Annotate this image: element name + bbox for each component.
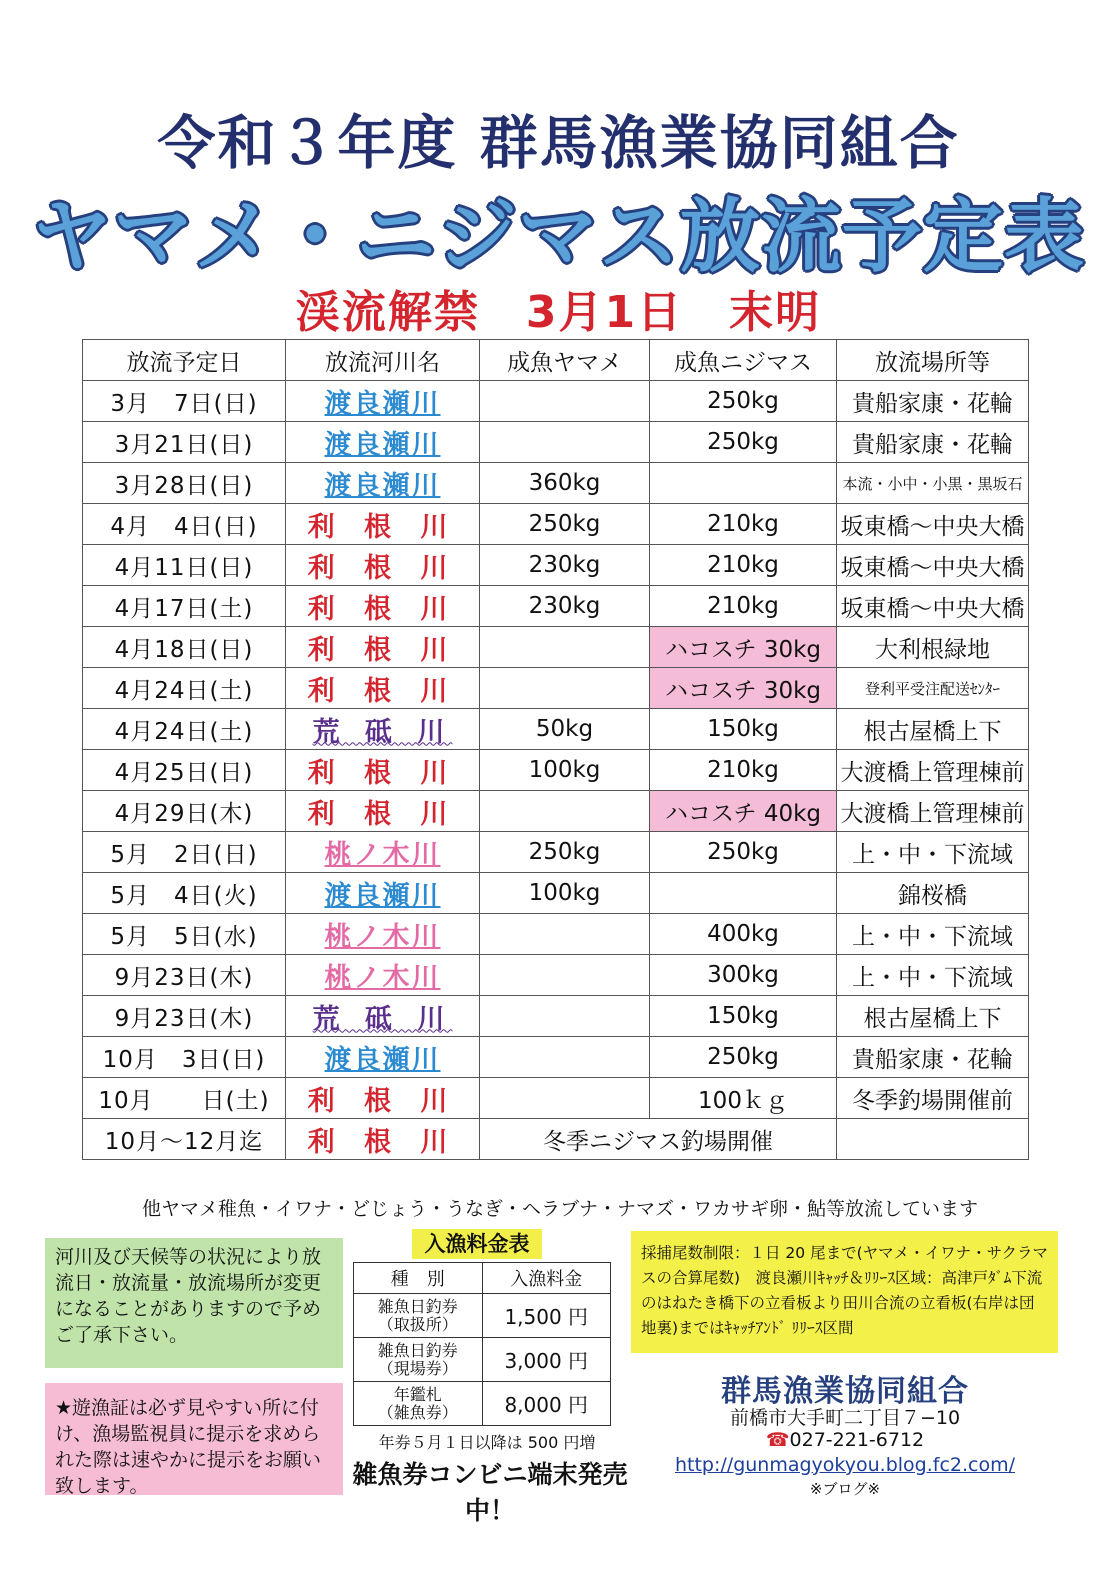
cell-river (286, 914, 480, 955)
cell-yamame (480, 1078, 650, 1119)
header-river: 放流河川名 (286, 340, 480, 381)
fee-header-row (354, 1263, 611, 1294)
table-header-row (83, 340, 1029, 381)
table-row (83, 463, 1029, 504)
fee-row (354, 1382, 611, 1426)
cell-yamame (480, 627, 650, 668)
river-name: 渡良瀬川 (324, 470, 441, 502)
footer-phone (640, 1429, 1050, 1451)
cell-place: 貴船家康・花輪 (837, 1037, 1029, 1078)
cell-place: 坂東橋〜中央大橋 (837, 504, 1029, 545)
cell-river (286, 545, 480, 586)
cell-river (286, 381, 480, 422)
cell-yamame: 360kg (480, 463, 650, 504)
river-name: 荒 砥 川 (312, 1003, 453, 1035)
river-name: 桃ノ木川 (324, 839, 441, 871)
fee-kind-name: 雑魚日釣券 (377, 1340, 458, 1360)
cell-yamame (480, 791, 650, 832)
cell-date: 10月〜12月迄 (83, 1119, 286, 1160)
table-row-winter (83, 1119, 1029, 1160)
cell-river (286, 709, 480, 750)
river-name: 利 根 川 (307, 511, 458, 543)
cell-yamame (480, 668, 650, 709)
cell-nijimasu: 100ｋｇ (650, 1078, 837, 1119)
table-row (83, 381, 1029, 422)
cell-date: 3月21日(日) (83, 422, 286, 463)
fee-kind-name: 雑魚日釣券 (377, 1296, 458, 1316)
river-name: 利 根 川 (307, 552, 458, 584)
title-year-org: 令和３年度 群馬漁業協同組合 (157, 109, 960, 177)
table-row (83, 791, 1029, 832)
river-name: 渡良瀬川 (324, 1044, 441, 1076)
other-release-note: 他ヤマメ稚魚・イワナ・どじょう・うなぎ・ヘラブナ・ナマズ・ワカサギ卵・鮎等放流しています (141, 1198, 978, 1220)
cell-place: 貴船家康・花輪 (837, 422, 1029, 463)
cell-river (286, 955, 480, 996)
cell-river (286, 832, 480, 873)
table-row (83, 545, 1029, 586)
cell-nijimasu: 250kg (650, 1037, 837, 1078)
header-nijimasu: 成魚ニジマス (650, 340, 837, 381)
river-name: 桃ノ木川 (324, 962, 441, 994)
cell-river (286, 463, 480, 504)
blog-link[interactable]: http://gunmagyokyou.blog.fc2.com/ (674, 1454, 1015, 1476)
cell-winter-note: 冬季ニジマス釣場開催 (480, 1119, 837, 1160)
title-opening-date: 渓流解禁 3月1日 末明 (295, 287, 822, 338)
cell-river (286, 504, 480, 545)
cell-yamame: 230kg (480, 545, 650, 586)
cell-date: 4月29日(木) (83, 791, 286, 832)
cell-yamame: 230kg (480, 586, 650, 627)
cell-nijimasu (650, 873, 837, 914)
license-notice: ★遊漁証は必ず見やすい所に付け、漁場監視員に提示を求められた際は速やかに提示をお願い致します。 (45, 1383, 343, 1495)
cell-river (286, 627, 480, 668)
table-row (83, 1037, 1029, 1078)
river-name: 桃ノ木川 (324, 921, 441, 953)
cell-nijimasu: 210kg (650, 586, 837, 627)
cell-date: 4月11日(日) (83, 545, 286, 586)
cell-date: 5月 2日(日) (83, 832, 286, 873)
header-yamame: 成魚ヤマメ (480, 340, 650, 381)
table-row (83, 955, 1029, 996)
river-name: 荒 砥 川 (312, 716, 453, 748)
phone-icon: ☎ (765, 1429, 790, 1451)
cell-place: 冬季釣場開催前 (837, 1078, 1029, 1119)
table-row (83, 586, 1029, 627)
cell-place: 大渡橋上管理棟前 (837, 791, 1029, 832)
river-name: 利 根 川 (307, 757, 458, 789)
fee-kind (354, 1338, 483, 1382)
cell-nijimasu: 150kg (650, 709, 837, 750)
fee-header-price: 入漁料金 (482, 1263, 611, 1294)
cell-place: 錦桜橋 (837, 873, 1029, 914)
cell-yamame (480, 422, 650, 463)
river-name: 利 根 川 (307, 1085, 458, 1117)
cell-yamame (480, 914, 650, 955)
river-name: 渡良瀬川 (324, 388, 441, 420)
footer-org-name: 群馬漁業協同組合 (721, 1374, 969, 1409)
cell-nijimasu: 210kg (650, 750, 837, 791)
river-name: 渡良瀬川 (324, 880, 441, 912)
cell-nijimasu: 250kg (650, 422, 837, 463)
cell-date: 5月 5日(水) (83, 914, 286, 955)
fee-kind-sub: （雑魚券） (377, 1402, 458, 1422)
cell-date: 9月23日(木) (83, 955, 286, 996)
cell-date: 3月 7日(日) (83, 381, 286, 422)
fee-kind (354, 1382, 483, 1426)
cell-river (286, 791, 480, 832)
fee-kind (354, 1294, 483, 1338)
cell-nijimasu: 250kg (650, 832, 837, 873)
fee-kind-sub: （取扱所） (377, 1314, 458, 1334)
cell-date: 4月17日(土) (83, 586, 286, 627)
river-name: 利 根 川 (307, 675, 458, 707)
river-name: 利 根 川 (307, 798, 458, 830)
cell-nijimasu (650, 463, 837, 504)
cell-place: 坂東橋〜中央大橋 (837, 586, 1029, 627)
cell-place: 大利根緑地 (837, 627, 1029, 668)
cell-nijimasu: 210kg (650, 545, 837, 586)
footer-address: 前橋市大手町二丁目７−10 (729, 1407, 961, 1429)
cell-river (286, 873, 480, 914)
cell-place: 根古屋橋上下 (837, 996, 1029, 1037)
table-row (83, 914, 1029, 955)
cell-place: 大渡橋上管理棟前 (837, 750, 1029, 791)
cell-nijimasu: 210kg (650, 504, 837, 545)
cell-date: 9月23日(木) (83, 996, 286, 1037)
cell-place: 坂東橋〜中央大橋 (837, 545, 1029, 586)
cell-nijimasu: 400kg (650, 914, 837, 955)
fee-row (354, 1294, 611, 1338)
cell-river (286, 422, 480, 463)
cell-river (286, 668, 480, 709)
cell-place: 上・中・下流域 (837, 832, 1029, 873)
blog-label: ※ブログ※ (809, 1480, 881, 1498)
table-row (83, 504, 1029, 545)
cell-nijimasu: 300kg (650, 955, 837, 996)
cell-yamame: 250kg (480, 504, 650, 545)
table-row (83, 1078, 1029, 1119)
cell-nijimasu: 150kg (650, 996, 837, 1037)
cell-place: 上・中・下流域 (837, 914, 1029, 955)
cell-river (286, 586, 480, 627)
cell-yamame (480, 955, 650, 996)
phone-number: 027-221-6712 (789, 1429, 925, 1451)
cell-nijimasu: ハコスチ 30kg (650, 627, 837, 668)
fee-price: 1,500 円 (482, 1294, 611, 1338)
fee-price: 3,000 円 (482, 1338, 611, 1382)
cell-place: 登利平受注配送ｾﾝﾀｰ (837, 668, 1029, 709)
cell-place (837, 1119, 1029, 1160)
table-row (83, 996, 1029, 1037)
catch-limit-notice: 採捕尾数制限：１日 20 尾まで(ヤマメ・イワナ・サクラマスの合算尾数) 渡良瀬川ｷｬｯﾁ＆ﾘﾘｰｽ区域：高津戸ﾀﾞﾑ下流のはねたき橋下の立看板より田川合流の立看板(右岸は団地裏)まではｷｬｯﾁｱﾝﾄﾞ ﾘﾘｰｽ区間 (631, 1231, 1058, 1353)
release-schedule-table (82, 339, 1029, 1160)
cell-date: 4月24日(土) (83, 709, 286, 750)
cell-nijimasu: 250kg (650, 381, 837, 422)
table-row (83, 668, 1029, 709)
cell-place: 根古屋橋上下 (837, 709, 1029, 750)
change-notice: 河川及び天候等の状況により放流日・放流量・放流場所が変更になることがありますので予めご了承下さい。 (45, 1238, 343, 1368)
cell-yamame: 100kg (480, 750, 650, 791)
cell-date: 4月 4日(日) (83, 504, 286, 545)
fee-table-title: 入漁料金表 (412, 1229, 542, 1259)
cell-date: 10月 日(土) (83, 1078, 286, 1119)
header-place: 放流場所等 (837, 340, 1029, 381)
annual-fee-note: 年券５月１日以降は 500 円増 (378, 1433, 596, 1452)
cell-date: 4月18日(日) (83, 627, 286, 668)
table-row (83, 627, 1029, 668)
header-date: 放流予定日 (83, 340, 286, 381)
cell-place: 本流・小中・小黒・黒坂石 (837, 463, 1029, 504)
cell-date: 4月24日(土) (83, 668, 286, 709)
river-name: 渡良瀬川 (324, 429, 441, 461)
cell-river (286, 1078, 480, 1119)
cell-yamame (480, 996, 650, 1037)
cell-date: 3月28日(日) (83, 463, 286, 504)
cell-yamame (480, 1037, 650, 1078)
cell-yamame: 50kg (480, 709, 650, 750)
cell-place: 貴船家康・花輪 (837, 381, 1029, 422)
table-row (83, 832, 1029, 873)
river-name: 利 根 川 (307, 1126, 458, 1158)
fee-table (353, 1262, 611, 1426)
river-name: 利 根 川 (307, 593, 458, 625)
cell-yamame: 100kg (480, 873, 650, 914)
fee-kind-name: 年鑑札 (393, 1384, 442, 1404)
cell-river (286, 996, 480, 1037)
cell-date: 4月25日(日) (83, 750, 286, 791)
cell-date: 5月 4日(火) (83, 873, 286, 914)
fee-header-kind: 種 別 (354, 1263, 483, 1294)
table-row (83, 873, 1029, 914)
cell-river (286, 1119, 480, 1160)
fee-kind-sub: （現場券） (377, 1358, 458, 1378)
fee-price: 8,000 円 (482, 1382, 611, 1426)
river-name: 利 根 川 (307, 634, 458, 666)
fee-row (354, 1338, 611, 1382)
table-row (83, 422, 1029, 463)
cell-river (286, 750, 480, 791)
title-main: ヤマメ・ニジマス放流予定表 (32, 190, 1085, 283)
cell-yamame (480, 381, 650, 422)
table-row (83, 750, 1029, 791)
table-row (83, 709, 1029, 750)
cell-place: 上・中・下流域 (837, 955, 1029, 996)
cell-nijimasu: ハコスチ 40kg (650, 791, 837, 832)
cell-river (286, 1037, 480, 1078)
convenience-store-notice: 雑魚券コンビニ端末発売中！ (352, 1460, 628, 1525)
cell-yamame: 250kg (480, 832, 650, 873)
cell-date: 10月 3日(日) (83, 1037, 286, 1078)
cell-nijimasu: ハコスチ 30kg (650, 668, 837, 709)
